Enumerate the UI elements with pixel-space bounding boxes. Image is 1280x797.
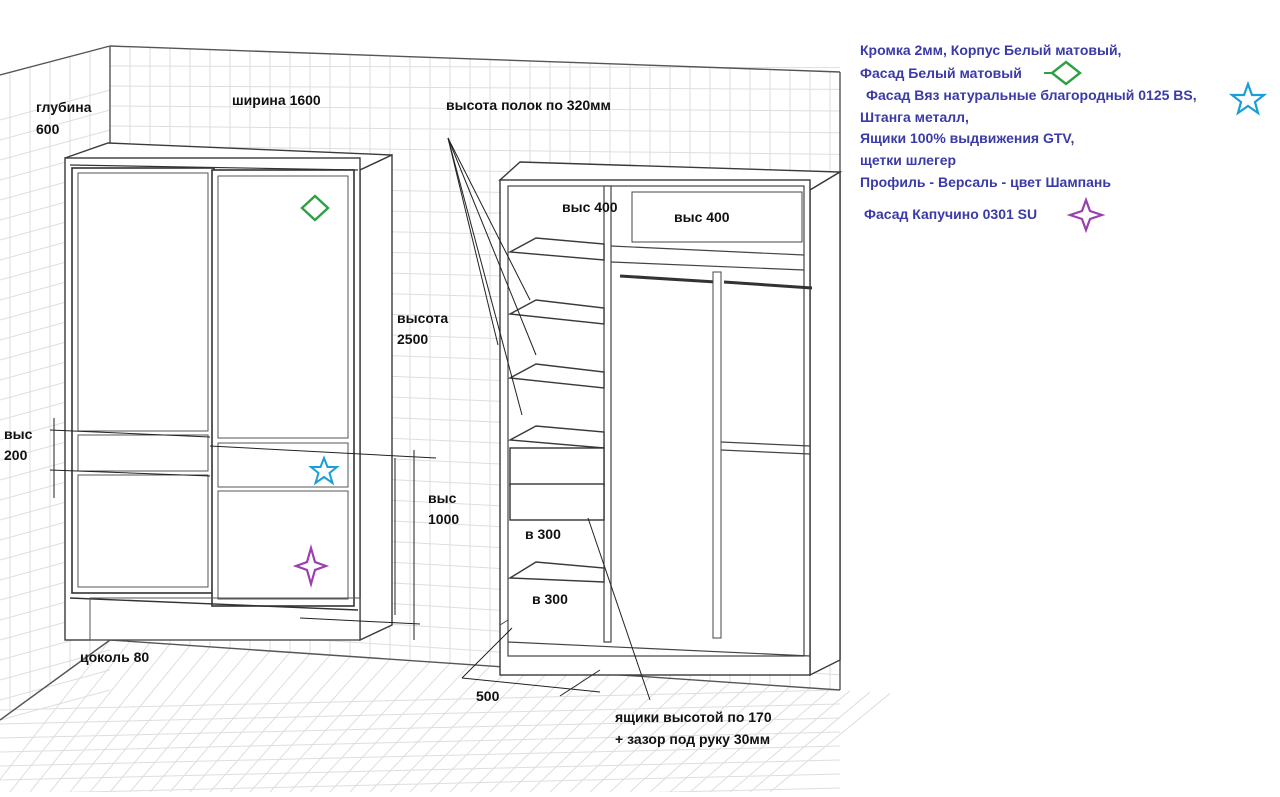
legend-sparkle-icon xyxy=(1070,200,1102,230)
note-facade-cappuccino: Фасад Капучино 0301 SU xyxy=(864,206,1038,222)
top-right-section-label: выс 400 xyxy=(674,209,730,225)
depth-value: 600 xyxy=(36,121,60,137)
depth-label: глубина xyxy=(36,99,92,115)
height-label: высота xyxy=(397,310,449,326)
shelf-300-label-a: в 300 xyxy=(525,526,561,542)
shelf-300-label-b: в 300 xyxy=(532,591,568,607)
height-value: 2500 xyxy=(397,331,429,347)
drawers-note-line-1: ящики высотой по 170 xyxy=(615,709,772,725)
drawers-note-line-2: + зазор под руку 30мм xyxy=(615,731,771,747)
note-rail: Штанга металл, xyxy=(860,109,969,125)
legend-star-icon xyxy=(1232,84,1264,113)
width-label: ширина 1600 xyxy=(232,92,321,108)
note-facade-elm: Фасад Вяз натуральные благородный 0125 BS, xyxy=(866,87,1197,103)
lower-height-label: выс xyxy=(428,490,457,506)
closed-wardrobe xyxy=(65,143,392,640)
drawer-zone-label: выс xyxy=(4,426,33,442)
note-edge-body: Кромка 2мм, Корпус Белый матовый, xyxy=(860,42,1122,58)
note-profile: Профиль - Версаль - цвет Шампань xyxy=(860,174,1111,190)
shelf-height-label: высота полок по 320мм xyxy=(446,97,611,113)
lower-height-value: 1000 xyxy=(428,511,460,527)
note-drawers: Ящики 100% выдвижения GTV, xyxy=(860,130,1075,146)
drawer-zone-value: 200 xyxy=(4,447,28,463)
plinth-label: цоколь 80 xyxy=(80,649,150,665)
note-facade-white: Фасад Белый матовый xyxy=(860,65,1022,81)
top-left-section-label: выс 400 xyxy=(562,199,618,215)
inner-depth-label: 500 xyxy=(476,688,500,704)
drawers xyxy=(510,448,604,520)
spec-notes xyxy=(860,42,1264,230)
legend-diamond-icon xyxy=(1052,62,1080,84)
note-brushes: щетки шлегер xyxy=(860,152,957,168)
